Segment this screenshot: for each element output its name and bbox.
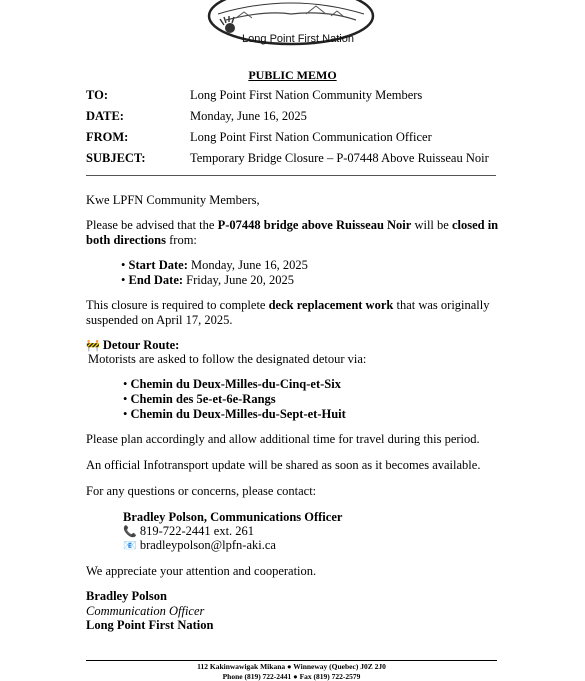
footer-address: 112 Kakinwawigak Mikana ● Winneway (Quebec) J0Z 2J0 <box>197 662 386 671</box>
contact-phone: 📞 819-722-2441 ext. 261 <box>123 524 255 538</box>
to-value: Long Point First Nation Community Members <box>190 88 423 102</box>
paragraph-infotransport: An official Infotransport update will be shared as soon as it becomes available. <box>86 458 481 472</box>
list-item-end-date: • End Date: Friday, June 20, 2025 <box>121 273 295 287</box>
from-label: FROM: <box>86 130 129 144</box>
contact-name: Bradley Polson, Communications Officer <box>123 510 343 524</box>
telephone-icon: 📞 <box>123 526 137 538</box>
to-label: TO: <box>86 88 108 102</box>
date-value: Monday, June 16, 2025 <box>190 109 307 123</box>
lpfn-logo <box>206 0 376 50</box>
header-divider <box>86 175 496 176</box>
paragraph-closure-notice: Please be advised that the P-07448 bridge above Ruisseau Noir will be closed in both directions from: <box>86 218 499 247</box>
subject-label: SUBJECT: <box>86 151 146 165</box>
signature-title: Communication Officer <box>86 604 205 618</box>
construction-barrier-icon: 🚧 <box>86 340 100 352</box>
memo-title: PUBLIC MEMO <box>248 68 337 82</box>
list-item-start-date: • Start Date: Monday, June 16, 2025 <box>121 258 308 272</box>
contact-email[interactable]: 📧 bradleypolson@lpfn-aki.ca <box>123 538 276 552</box>
closing-line: We appreciate your attention and cooperation. <box>86 564 317 578</box>
signature-org: Long Point First Nation <box>86 618 214 632</box>
detour-heading: 🚧 Detour Route: <box>86 338 180 352</box>
from-value: Long Point First Nation Communication Officer <box>190 130 432 144</box>
signature-name: Bradley Polson <box>86 589 167 603</box>
footer-contact-partial: Phone (819) 722-2441 ● Fax (819) 722-2579 <box>222 672 361 681</box>
list-item-detour-route: • Chemin du Deux-Milles-du-Cinq-et-Six <box>123 377 341 391</box>
logo-text: Long Point First Nation <box>242 33 354 45</box>
list-item-detour-route: • Chemin des 5e-et-6e-Rangs <box>123 392 276 406</box>
email-icon: 📧 <box>123 540 137 552</box>
list-item-detour-route: • Chemin du Deux-Milles-du-Sept-et-Huit <box>123 407 346 421</box>
paragraph-plan: Please plan accordingly and allow additional time for travel during this period. <box>86 432 480 446</box>
footer-divider <box>86 660 497 661</box>
subject-value: Temporary Bridge Closure – P-07448 Above Ruisseau Noir <box>190 151 489 165</box>
paragraph-contact-intro: For any questions or concerns, please contact: <box>86 484 317 498</box>
paragraph-reason: This closure is required to complete deck replacement work that was originally suspended on April 17, 2025. <box>86 298 490 327</box>
date-label: DATE: <box>86 109 124 123</box>
detour-text: Motorists are asked to follow the designated detour via: <box>88 352 367 366</box>
greeting: Kwe LPFN Community Members, <box>86 193 260 207</box>
